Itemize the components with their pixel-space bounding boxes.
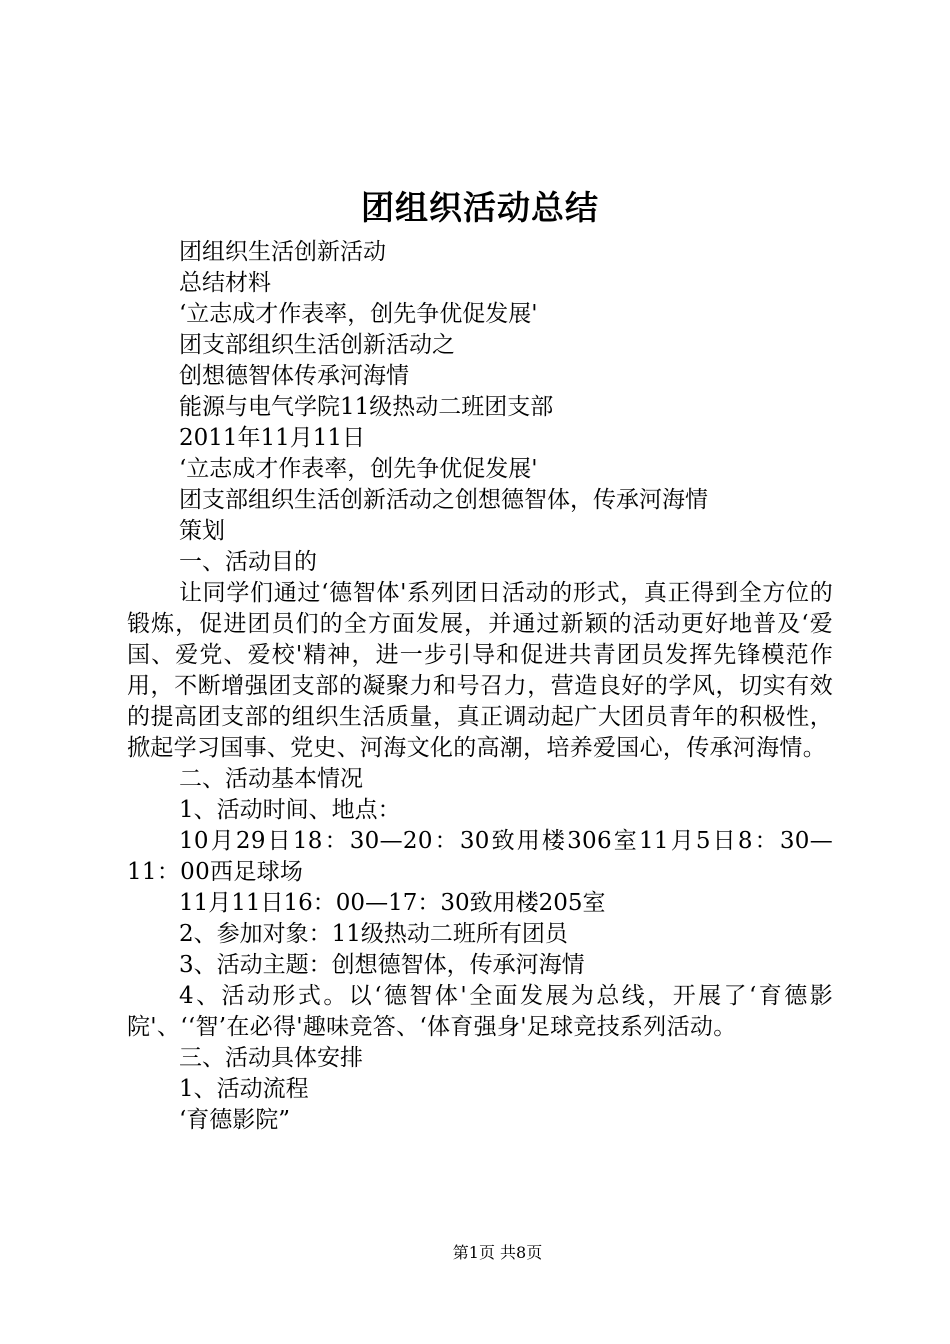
item-theme: 3、活动主题：创想德智体，传承河海情	[179, 952, 585, 978]
section-heading-arrangement: 三、活动具体安排	[179, 1045, 363, 1071]
text-line: 11月11日16：00—17：30致用楼205室	[179, 890, 606, 916]
text-line: 团支部组织生活创新活动之	[179, 332, 455, 358]
paragraph-purpose: 让同学们通过‘德智体'系列团日活动的形式，真正得到全方位的锻炼，促进团员们的全方面发展，并通过新颖的活动更好地普及‘爱国、爱党、爱校'精神，进一步引导和促进共青团员发挥先锋模范作用，不断增强团支部的凝聚力和号召力，营造良好的学风，切实有效的提高团支部的组织生活质量，真正调动起广大团员青年的积极性，掀起学习国事、党史、河海文化的高潮，培养爱国心，传承河海情。	[127, 580, 833, 761]
text-line: 团组织生活创新活动	[179, 239, 386, 265]
text-line: ‘立志成才作表率，创先争优促发展'	[179, 301, 538, 327]
item-flow: 1、活动流程	[179, 1076, 309, 1102]
section-heading-basic-info: 二、活动基本情况	[179, 766, 363, 792]
text-line: 2011年11月11日	[179, 425, 366, 451]
text-line: ‘育德影院”	[179, 1107, 291, 1133]
text-line: 能源与电气学院11级热动二班团支部	[179, 394, 554, 420]
text-line: 总结材料	[179, 270, 271, 296]
paragraph-times: 10月29日18：30—20：30致用楼306室11月5日8：30—11：00西足球场	[127, 828, 833, 885]
paragraph-form: 4、活动形式。以‘德智体'全面发展为总线，开展了‘育德影院'、‘‘智’在必得'趣味竞答、‘体育强身'足球竞技系列活动。	[127, 983, 833, 1040]
text-line: 创想德智体传承河海情	[179, 363, 409, 389]
text-line: 团支部组织生活创新活动之创想德智体，传承河海情	[179, 487, 708, 513]
document-body	[127, 237, 833, 1136]
section-heading-purpose: 一、活动目的	[179, 549, 317, 575]
text-line: ‘立志成才作表率，创先争优促发展'	[179, 456, 538, 482]
page-number: 第1页 共8页	[452, 1243, 543, 1262]
text-line: 策划	[179, 518, 225, 544]
item-time-place: 1、活动时间、地点：	[179, 797, 401, 823]
item-participants: 2、参加对象：11级热动二班所有团员	[179, 921, 568, 947]
document-title: 团组织活动总结	[361, 188, 599, 227]
